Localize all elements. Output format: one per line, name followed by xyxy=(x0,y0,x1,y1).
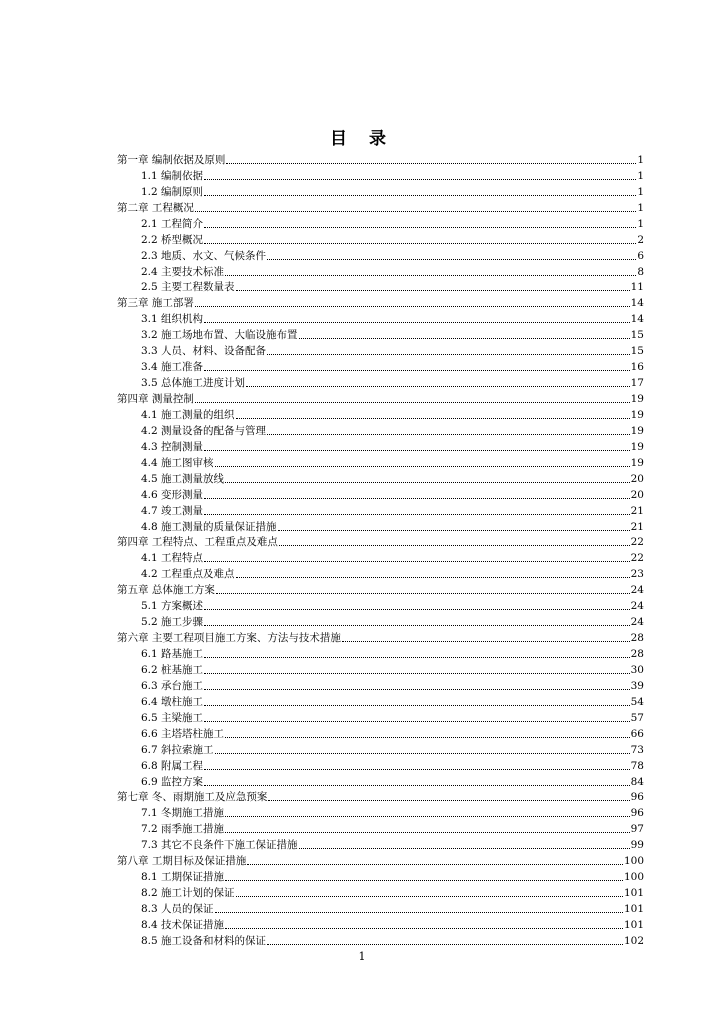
toc-dot-leader xyxy=(204,784,630,786)
toc-section-entry[interactable] xyxy=(117,693,644,709)
toc-dot-leader xyxy=(204,194,636,196)
toc-entry-label: 6.9 监控方案 xyxy=(141,775,204,788)
toc-section-entry[interactable] xyxy=(117,502,644,518)
toc-section-entry[interactable] xyxy=(117,757,644,773)
toc-dot-leader xyxy=(236,289,630,291)
toc-entry-page: 57 xyxy=(630,711,644,724)
toc-entry-page: 19 xyxy=(630,440,644,453)
toc-dot-leader xyxy=(299,847,630,849)
toc-dot-leader xyxy=(225,274,636,276)
toc-entry-label: 6.7 斜拉索施工 xyxy=(141,743,214,756)
toc-entry-page: 1 xyxy=(637,169,644,182)
toc-entry-page: 8 xyxy=(637,265,644,278)
toc-dot-leader xyxy=(225,815,630,817)
toc-dot-leader xyxy=(226,162,636,164)
toc-chapter-entry[interactable] xyxy=(117,390,644,406)
toc-entry-label: 6.6 主塔塔柱施工 xyxy=(141,727,225,740)
toc-entry-label: 2.2 桥型概况 xyxy=(141,233,204,246)
toc-entry-page: 73 xyxy=(630,743,644,756)
toc-entry-page: 19 xyxy=(630,408,644,421)
toc-chapter-entry[interactable] xyxy=(117,199,644,215)
toc-entry-label: 6.2 桩基施工 xyxy=(141,663,204,676)
toc-entry-label: 7.2 雨季施工措施 xyxy=(141,823,225,836)
toc-section-entry[interactable] xyxy=(117,820,644,836)
toc-entry-label: 4.1 施工测量的组织 xyxy=(141,408,235,421)
toc-section-entry[interactable] xyxy=(117,422,644,438)
toc-entry-page: 21 xyxy=(630,504,644,517)
toc-section-entry[interactable] xyxy=(117,231,644,247)
toc-section-entry[interactable] xyxy=(117,470,644,486)
toc-dot-leader xyxy=(215,911,623,913)
toc-section-entry[interactable] xyxy=(117,836,644,852)
toc-entry-page: 24 xyxy=(630,600,644,613)
toc-entry-page: 102 xyxy=(623,934,644,947)
toc-entry-label: 4.8 施工测量的质量保证措施 xyxy=(141,520,277,533)
toc-entry-page: 101 xyxy=(623,918,644,931)
toc-entry-label: 4.3 控制测量 xyxy=(141,440,204,453)
toc-section-entry[interactable] xyxy=(117,661,644,677)
toc-dot-leader xyxy=(215,465,630,467)
toc-chapter-entry[interactable] xyxy=(117,294,644,310)
toc-dot-leader xyxy=(204,178,636,180)
toc-dot-leader xyxy=(195,401,630,403)
toc-entry-page: 78 xyxy=(630,759,644,772)
toc-section-entry[interactable] xyxy=(117,279,644,295)
toc-dot-leader xyxy=(279,544,630,546)
toc-section-entry[interactable] xyxy=(117,565,644,581)
toc-entry-label: 2.3 地质、水文、气候条件 xyxy=(141,249,267,262)
toc-dot-leader xyxy=(204,608,630,610)
toc-entry-page: 19 xyxy=(630,424,644,437)
toc-entry-page: 84 xyxy=(630,775,644,788)
toc-dot-leader xyxy=(225,736,630,738)
toc-dot-leader xyxy=(267,353,630,355)
toc-section-entry[interactable] xyxy=(117,263,644,279)
toc-dot-leader xyxy=(204,321,630,323)
toc-section-entry[interactable] xyxy=(117,900,644,916)
toc-entry-page: 19 xyxy=(630,393,644,405)
toc-entry-page: 24 xyxy=(630,616,644,629)
toc-entry-label: 5.2 施工步骤 xyxy=(141,616,204,629)
toc-entry-label: 8.3 人员的保证 xyxy=(141,903,214,915)
toc-dot-leader xyxy=(225,927,623,929)
toc-dot-leader xyxy=(225,879,623,881)
toc-entry-label: 3.4 施工准备 xyxy=(141,361,204,374)
toc-dot-leader xyxy=(215,752,630,754)
toc-section-entry[interactable] xyxy=(117,310,644,326)
toc-entry-label: 8.2 施工计划的保证 xyxy=(141,887,235,900)
toc-entry-page: 2 xyxy=(637,233,644,246)
toc-entry-label: 1.2 编制原则 xyxy=(141,185,204,198)
toc-entry-page: 66 xyxy=(630,727,644,740)
toc-entry-page: 97 xyxy=(630,823,644,836)
toc-entry-page: 1 xyxy=(637,153,644,166)
toc-entry-page: 20 xyxy=(630,488,644,501)
toc-section-entry[interactable] xyxy=(117,725,644,741)
toc-entry-page: 96 xyxy=(630,807,644,820)
toc-entry-label: 3.1 组织机构 xyxy=(141,313,204,326)
toc-entry-label: 第三章 施工部署 xyxy=(117,297,194,310)
toc-entry-page: 1 xyxy=(637,201,644,214)
toc-entry-label: 6.5 主梁施工 xyxy=(141,711,204,724)
toc-entry-label: 第二章 工程概况 xyxy=(117,201,194,214)
toc-dot-leader xyxy=(342,640,630,642)
toc-section-entry[interactable] xyxy=(117,167,644,183)
toc-entry-label: 1.1 编制依据 xyxy=(141,169,204,182)
toc-dot-leader xyxy=(195,210,636,212)
toc-section-entry[interactable] xyxy=(117,183,644,199)
toc-section-entry[interactable] xyxy=(117,613,644,629)
toc-entry-label: 4.2 工程重点及难点 xyxy=(141,568,235,581)
toc-entry-page: 15 xyxy=(630,345,644,358)
toc-section-entry[interactable] xyxy=(117,916,644,932)
toc-dot-leader xyxy=(299,337,630,339)
toc-entry-page: 96 xyxy=(630,791,644,804)
toc-entry-page: 54 xyxy=(630,695,644,708)
toc-entry-label: 6.1 路基施工 xyxy=(141,648,204,660)
toc-entry-page: 99 xyxy=(630,839,644,852)
toc-entry-label: 6.3 承台施工 xyxy=(141,679,204,692)
toc-dot-leader xyxy=(236,576,630,578)
toc-section-entry[interactable] xyxy=(117,804,644,820)
toc-section-entry[interactable] xyxy=(117,326,644,342)
toc-section-entry[interactable] xyxy=(117,518,644,534)
toc-chapter-entry[interactable] xyxy=(117,629,644,645)
page-title: 目 录 xyxy=(330,129,394,149)
toc-section-entry[interactable] xyxy=(117,868,644,884)
toc-entry-label: 7.1 冬期施工措施 xyxy=(141,807,225,820)
toc-entry-label: 第八章 工期目标及保证措施 xyxy=(117,855,247,868)
toc-section-entry[interactable] xyxy=(117,486,644,502)
toc-entry-label: 3.3 人员、材料、设备配备 xyxy=(141,345,267,358)
toc-chapter-entry[interactable] xyxy=(117,852,644,868)
toc-dot-leader xyxy=(225,831,630,833)
toc-entry-label: 4.7 竣工测量 xyxy=(141,504,204,517)
toc-entry-page: 19 xyxy=(630,456,644,469)
toc-section-entry[interactable] xyxy=(117,374,644,390)
toc-section-entry[interactable] xyxy=(117,342,644,358)
toc-entry-label: 6.8 附属工程 xyxy=(141,759,204,772)
toc-dot-leader xyxy=(204,720,630,722)
toc-entry-label: 4.6 变形测量 xyxy=(141,488,204,501)
toc-entry-page: 23 xyxy=(630,568,644,581)
toc-entry-page: 100 xyxy=(623,871,644,884)
toc-entry-label: 3.5 总体施工进度计划 xyxy=(141,377,246,390)
toc-entry-page: 6 xyxy=(637,249,644,262)
toc-dot-leader xyxy=(195,305,630,307)
toc-entry-label: 8.5 施工设备和材料的保证 xyxy=(141,934,267,947)
toc-section-entry[interactable] xyxy=(117,884,644,900)
toc-entry-page: 20 xyxy=(630,472,644,485)
toc-entry-page: 21 xyxy=(630,520,644,533)
toc-dot-leader xyxy=(278,529,630,531)
toc-section-entry[interactable] xyxy=(117,932,644,948)
toc-entry-page: 39 xyxy=(630,679,644,692)
toc-section-entry[interactable] xyxy=(117,741,644,757)
toc-dot-leader xyxy=(204,672,630,674)
toc-entry-label: 3.2 施工场地布置、大临设施布置 xyxy=(141,329,298,342)
toc-chapter-entry[interactable] xyxy=(117,151,644,167)
toc-entry-label: 6.4 墩柱施工 xyxy=(141,695,204,708)
toc-dot-leader xyxy=(236,417,630,419)
toc-entry-page: 11 xyxy=(630,281,644,294)
toc-dot-leader xyxy=(204,497,630,499)
toc-entry-label: 7.3 其它不良条件下施工保证措施 xyxy=(141,839,298,852)
toc-entry-label: 第一章 编制依据及原则 xyxy=(117,153,226,166)
toc-entry-label: 第七章 冬、雨期施工及应急预案 xyxy=(117,791,268,804)
toc-entry-label: 8.1 工期保证措施 xyxy=(141,871,225,884)
toc-chapter-entry[interactable] xyxy=(117,534,644,550)
toc-entry-page: 100 xyxy=(623,855,644,868)
toc-entry-page: 22 xyxy=(630,536,644,549)
toc-dot-leader xyxy=(204,369,630,371)
toc-dot-leader xyxy=(204,449,630,451)
toc-dot-leader xyxy=(267,258,636,260)
toc-entry-page: 101 xyxy=(623,903,644,915)
toc-entry-label: 4.1 工程特点 xyxy=(141,552,204,565)
toc-section-entry[interactable] xyxy=(117,358,644,374)
toc-dot-leader xyxy=(204,624,630,626)
toc-entry-page: 1 xyxy=(637,217,644,230)
toc-section-entry[interactable] xyxy=(117,406,644,422)
toc-section-entry[interactable] xyxy=(117,709,644,725)
toc-dot-leader xyxy=(204,513,630,515)
toc-section-entry[interactable] xyxy=(117,549,644,565)
toc-dot-leader xyxy=(204,704,630,706)
toc-section-entry[interactable] xyxy=(117,645,644,661)
toc-section-entry[interactable] xyxy=(117,438,644,454)
toc-chapter-entry[interactable] xyxy=(117,581,644,597)
toc-entry-page: 28 xyxy=(630,648,644,660)
toc-dot-leader xyxy=(204,656,630,658)
toc-entry-label: 2.5 主要工程数量表 xyxy=(141,281,235,294)
toc-entry-page: 30 xyxy=(630,663,644,676)
toc-dot-leader xyxy=(267,943,623,945)
toc-entry-label: 2.1 工程简介 xyxy=(141,217,204,230)
toc-entry-label: 第五章 总体施工方案 xyxy=(117,584,215,597)
toc-dot-leader xyxy=(204,560,630,562)
toc-entry-page: 16 xyxy=(630,361,644,374)
toc-entry-page: 24 xyxy=(630,584,644,597)
toc-entry-label: 8.4 技术保证措施 xyxy=(141,918,225,931)
toc-entry-page: 1 xyxy=(637,185,644,198)
toc-section-entry[interactable] xyxy=(117,677,644,693)
toc-entry-page: 14 xyxy=(630,313,644,326)
toc-entry-label: 4.5 施工测量放线 xyxy=(141,472,225,485)
toc-entry-page: 28 xyxy=(630,632,644,645)
toc-entry-label: 4.2 测量设备的配备与管理 xyxy=(141,424,267,437)
toc-dot-leader xyxy=(204,688,630,690)
toc-entry-page: 17 xyxy=(630,377,644,390)
toc-entry-page: 14 xyxy=(630,297,644,310)
toc-entry-label: 第四章 测量控制 xyxy=(117,393,194,405)
toc-dot-leader xyxy=(268,799,629,801)
toc-entry-page: 101 xyxy=(623,887,644,900)
toc-dot-leader xyxy=(204,768,630,770)
toc-entry-label: 第四章 工程特点、工程重点及难点 xyxy=(117,536,278,549)
toc-entry-label: 2.4 主要技术标准 xyxy=(141,265,225,278)
toc-dot-leader xyxy=(267,433,630,435)
toc-entry-label: 4.4 施工图审核 xyxy=(141,456,214,469)
toc-section-entry[interactable] xyxy=(117,215,644,231)
toc-entry-page: 15 xyxy=(630,329,644,342)
toc-entry-label: 第六章 主要工程项目施工方案、方法与技术措施 xyxy=(117,632,341,645)
toc-dot-leader xyxy=(247,863,623,865)
toc-dot-leader xyxy=(236,895,623,897)
toc-section-entry[interactable] xyxy=(117,597,644,613)
toc-section-entry[interactable] xyxy=(117,247,644,263)
toc-dot-leader xyxy=(246,385,630,387)
toc-section-entry[interactable] xyxy=(117,454,644,470)
toc-dot-leader xyxy=(225,481,630,483)
table-of-contents xyxy=(117,151,644,948)
toc-dot-leader xyxy=(204,242,636,244)
toc-entry-label: 5.1 方案概述 xyxy=(141,600,204,613)
toc-dot-leader xyxy=(216,592,630,594)
page-number: 1 xyxy=(358,950,366,963)
toc-chapter-entry[interactable] xyxy=(117,789,644,805)
toc-entry-page: 22 xyxy=(630,552,644,565)
toc-dot-leader xyxy=(204,226,636,228)
toc-section-entry[interactable] xyxy=(117,773,644,789)
